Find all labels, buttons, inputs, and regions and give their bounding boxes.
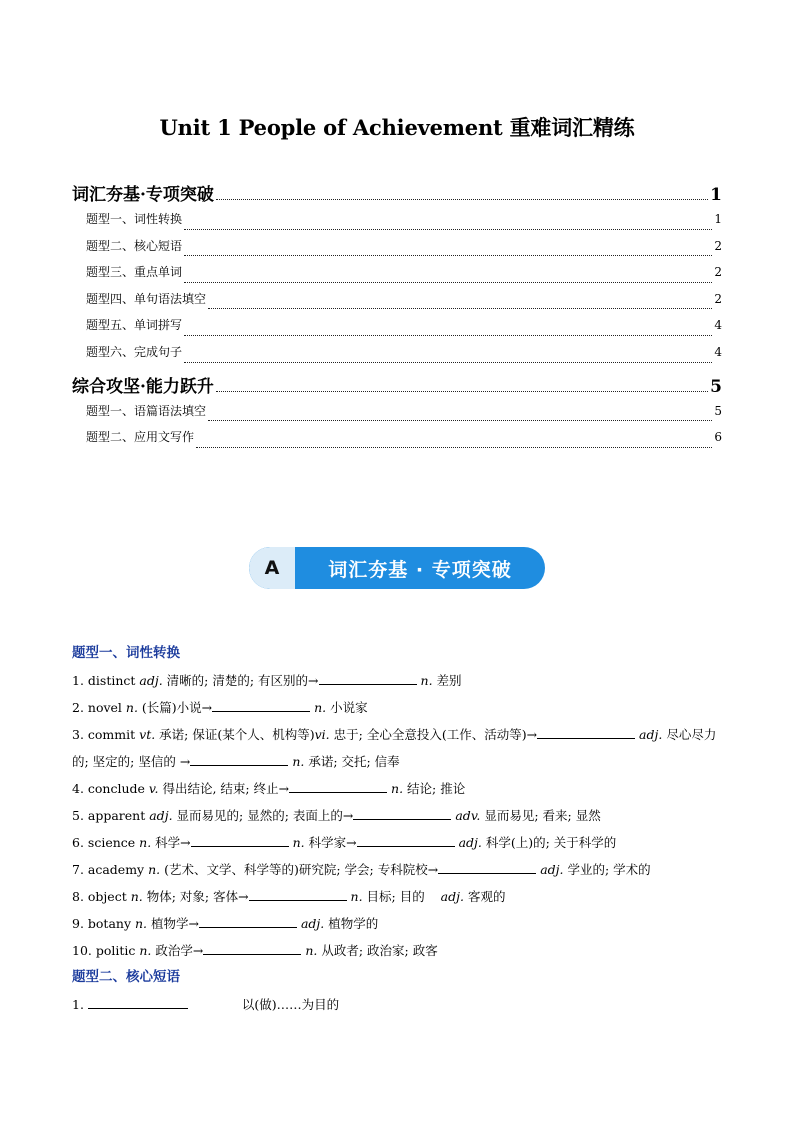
- text-fragment: 3. commit: [72, 727, 140, 742]
- toc-label: 词汇夯基·专项突破: [72, 185, 214, 205]
- text-fragment: 1. distinct: [72, 673, 140, 688]
- toc-leader-dots: [216, 390, 708, 392]
- section-banner: [249, 547, 545, 589]
- text-fragment: adj.: [639, 727, 663, 742]
- text-fragment: adj.: [149, 808, 173, 823]
- banner-letter: A: [249, 547, 295, 589]
- page-title: Unit 1 People of Achievement 重难词汇精练: [159, 115, 635, 140]
- text-fragment: 小说家: [326, 700, 368, 715]
- text-fragment: adj.: [139, 673, 163, 688]
- toc-leader-dots: [184, 254, 712, 256]
- text-fragment: v.: [148, 781, 159, 796]
- toc-subsection-link[interactable]: [72, 428, 722, 455]
- answer-blank[interactable]: [191, 834, 289, 847]
- text-fragment: adj.: [540, 862, 564, 877]
- text-fragment: 科学→: [151, 835, 191, 850]
- text-fragment: n.: [350, 889, 363, 904]
- banner-title: 词汇夯基 · 专项突破: [328, 558, 512, 581]
- text-fragment: 显而易见; 看来; 显然: [480, 808, 601, 823]
- text-fragment: 尽心尽力的; 坚定的; 坚信的 →: [72, 727, 717, 769]
- text-fragment: n.: [148, 862, 161, 877]
- answer-blank[interactable]: [203, 942, 301, 955]
- text-fragment: (艺术、文学、科学等的)研究院; 学会; 专科院校→: [160, 862, 439, 877]
- toc-subsection-link[interactable]: [72, 402, 722, 429]
- list-item: [72, 694, 724, 721]
- section-heading-1: 题型一、词性转换: [72, 645, 180, 661]
- toc-page-number: 4: [714, 318, 722, 333]
- list-item: [72, 802, 724, 829]
- toc-label: 题型五、单词拼写: [86, 318, 183, 333]
- text-fragment: 5. apparent: [72, 808, 150, 823]
- toc-section-link[interactable]: [72, 370, 722, 402]
- text-fragment: 8. object: [72, 889, 131, 904]
- text-fragment: n.: [135, 916, 148, 931]
- list-item: [72, 991, 724, 1018]
- text-fragment: vt.: [139, 727, 156, 742]
- text-fragment: 9. botany: [72, 916, 135, 931]
- answer-blank[interactable]: [319, 672, 417, 685]
- text-fragment: vi.: [314, 727, 330, 742]
- text-fragment: 科学家→: [304, 835, 357, 850]
- text-fragment: 承诺; 保证(某个人、机构等): [155, 727, 315, 742]
- toc-leader-dots: [184, 281, 712, 283]
- text-fragment: 4. conclude: [72, 781, 149, 796]
- toc-leader-dots: [184, 361, 712, 363]
- text-fragment: 学业的; 学术的: [563, 862, 651, 877]
- toc-leader-dots: [184, 228, 712, 230]
- toc-leader-dots: [196, 446, 712, 448]
- text-fragment: (长篇)小说→: [137, 700, 213, 715]
- toc-label: 题型二、应用文写作: [86, 430, 195, 445]
- text-fragment: 忠于; 全心全意投入(工作、活动等)→: [329, 727, 538, 742]
- toc-label: 综合攻坚·能力跃升: [72, 376, 214, 397]
- list-item: [72, 667, 724, 694]
- toc-page-number: 1: [714, 212, 722, 226]
- text-fragment: n.: [139, 835, 152, 850]
- toc-subsection-link[interactable]: [72, 290, 722, 317]
- toc-leader-dots: [216, 198, 708, 200]
- text-fragment: n.: [125, 700, 138, 715]
- list-item: [72, 775, 724, 802]
- toc-leader-dots: [208, 307, 712, 309]
- text-fragment: n.: [292, 835, 305, 850]
- text-fragment: 10. politic: [72, 943, 140, 958]
- content: [72, 640, 724, 1018]
- toc-label: 题型四、单句语法填空: [86, 291, 207, 306]
- text-fragment: 客观的: [463, 889, 506, 904]
- answer-blank[interactable]: [199, 915, 297, 928]
- toc-label: 题型一、语篇语法填空: [86, 403, 207, 418]
- toc-page-number: 2: [714, 265, 722, 280]
- answer-blank[interactable]: [249, 888, 347, 901]
- toc-leader-dots: [184, 334, 712, 336]
- toc-label: 题型一、词性转换: [86, 212, 183, 226]
- answer-blank[interactable]: [357, 834, 455, 847]
- text-fragment: 2. novel: [72, 700, 126, 715]
- list-item: [72, 856, 724, 883]
- list-item: [72, 721, 724, 775]
- text-fragment: 7. academy: [72, 862, 149, 877]
- toc-subsection-link[interactable]: [72, 237, 722, 264]
- text-fragment: 物体; 对象; 客体→: [142, 889, 249, 904]
- text-fragment: n.: [130, 889, 143, 904]
- text-fragment: adv.: [455, 808, 481, 823]
- list-item: [72, 883, 724, 910]
- text-fragment: 显而易见的; 显然的; 表面上的→: [172, 808, 354, 823]
- text-fragment: 从政者; 政治家; 政客: [317, 943, 438, 958]
- text-fragment: 6. science: [72, 835, 140, 850]
- text-fragment: n.: [305, 943, 318, 958]
- text-fragment: n.: [139, 943, 152, 958]
- toc-page-number: 5: [710, 376, 722, 397]
- answer-blank[interactable]: [438, 861, 536, 874]
- text-fragment: 植物学→: [147, 916, 199, 931]
- table-of-contents: [72, 178, 722, 455]
- toc-section-link[interactable]: [72, 178, 722, 210]
- text-fragment: n.: [391, 781, 404, 796]
- toc-page-number: 2: [714, 291, 722, 306]
- toc-page-number: 5: [714, 403, 722, 418]
- text-fragment: 清晰的; 清楚的; 有区别的→: [162, 673, 319, 688]
- answer-blank[interactable]: [88, 996, 188, 1009]
- toc-subsection-link[interactable]: [72, 316, 722, 343]
- toc-leader-dots: [208, 419, 712, 421]
- text-fragment: 科学(上)的; 关于科学的: [481, 835, 617, 850]
- toc-subsection-link[interactable]: [72, 263, 722, 290]
- toc-subsection-link[interactable]: [72, 343, 722, 370]
- text-fragment: adj.: [300, 916, 325, 931]
- text-fragment: adj.: [440, 889, 464, 904]
- toc-label: 题型三、重点单词: [86, 265, 183, 280]
- text-fragment: adj.: [458, 835, 482, 850]
- list-item: [72, 829, 724, 856]
- answer-blank[interactable]: [289, 780, 387, 793]
- answer-blank[interactable]: [353, 807, 451, 820]
- text-fragment: 政治学→: [151, 943, 204, 958]
- list-item: [72, 937, 724, 964]
- text-fragment: n.: [420, 673, 433, 688]
- toc-page-number: 2: [714, 238, 722, 253]
- answer-blank[interactable]: [190, 753, 288, 766]
- text-fragment: 差别: [432, 673, 462, 688]
- section-heading-2: 题型二、核心短语: [72, 969, 180, 985]
- toc-page-number: 6: [714, 430, 722, 445]
- toc-subsection-link[interactable]: [72, 210, 722, 237]
- list-item: [72, 910, 724, 937]
- text-fragment: 结论; 推论: [403, 781, 466, 796]
- toc-page-number: 4: [714, 344, 722, 359]
- answer-blank[interactable]: [212, 699, 310, 712]
- text-fragment: n.: [292, 754, 305, 769]
- text-fragment: 1.: [72, 997, 84, 1012]
- toc-label: 题型六、完成句子: [86, 344, 183, 359]
- text-fragment: 以(做)……为目的: [241, 997, 340, 1012]
- text-fragment: 植物学的: [324, 916, 379, 931]
- answer-blank[interactable]: [537, 726, 635, 739]
- text-fragment: 得出结论, 结束; 终止→: [158, 781, 290, 796]
- text-fragment: 目标; 目的: [362, 889, 425, 904]
- text-fragment: n.: [314, 700, 327, 715]
- toc-page-number: 1: [710, 185, 722, 205]
- toc-label: 题型二、核心短语: [86, 238, 183, 253]
- text-fragment: 承诺; 交托; 信奉: [304, 754, 400, 769]
